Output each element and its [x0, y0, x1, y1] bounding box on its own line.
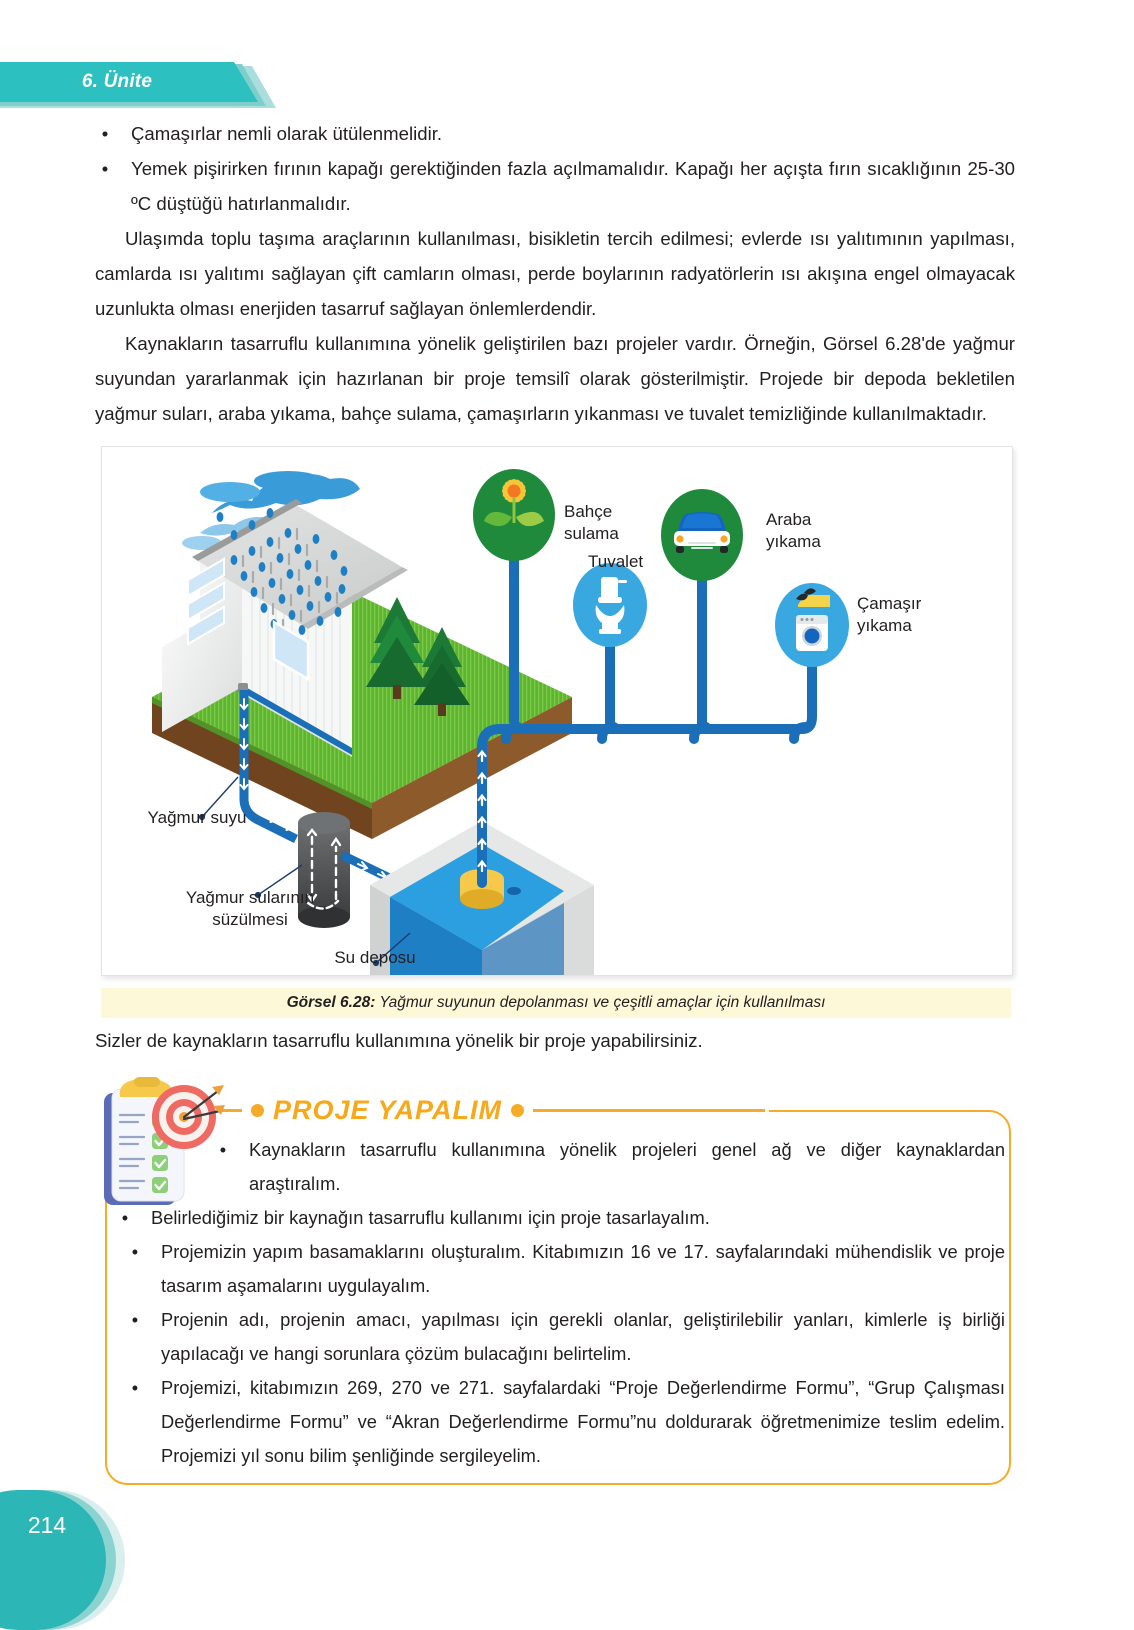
bullet-marker: •: [131, 1309, 139, 1330]
unit-label: 6. Ünite: [81, 71, 153, 92]
caption-body: Yağmur suyunun depolanması ve çeşitli amaçlar için kullanılması: [375, 994, 826, 1011]
figure-caption-bar: [101, 988, 1011, 1018]
figure-rainwater-diagram: [101, 446, 1013, 976]
project-item-1-text: Kaynakların tasarruflu kullanımına yönelik projeleri genel ağ ve diğer kaynaklardan araştıralım.: [249, 1139, 1005, 1194]
paragraph-1: Ulaşımda toplu taşıma araçlarının kullanılması, bisikletin tercih edilmesi; evlerde ısı yalıtımının yapılması, camlarda ısı yalıtımı sağlayan çift camların olması, perde boylarının radyatörlerin ısı akışına engel olmayacak uzunlukta olması enerjiden tasarruf sağlayan önlemlerdendir.: [95, 228, 1015, 319]
project-title: PROJE YAPALIM: [273, 1094, 503, 1125]
project-title-row: [216, 1088, 769, 1132]
after-caption-text: Sizler de kaynakların tasarruflu kullanımına yönelik bir proje yapabilirsiniz.: [95, 1030, 703, 1051]
main-text-column: [95, 116, 1015, 431]
page-number: 214: [27, 1512, 67, 1538]
bullet-item-1-text: Çamaşırlar nemli olarak ütülenmelidir.: [131, 123, 443, 144]
garden-icon: [473, 469, 555, 561]
project-item-3-text: Projemizin yapım basamaklarını oluşturalım. Kitabımızın 16 ve 17. sayfalarındaki mühendislik ve proje tasarım aşamalarını uygulayalım.: [161, 1241, 1005, 1296]
figure-label-filtration: Yağmur sularının süzülmesi: [185, 888, 315, 929]
figure-label-car: Araba yıkama: [766, 510, 821, 551]
project-item-1: [125, 1133, 1005, 1201]
bullet-marker: •: [131, 1241, 139, 1262]
figure-caption: [287, 994, 826, 1012]
paragraph-2: Kaynakların tasarruflu kullanımına yönelik geliştirilen bazı projeler vardır. Örneğin, Görsel 6.28'de yağmur suyundan yararlanmak için hazırlanan bir proje temsilî olarak gösterilmiştir. Projede bir depoda bekletilen yağmur suları, araba yıkama, bahçe sulama, çamaşırların yıkanması ve tuvalet temizliğinde kullanılmaktadır.: [95, 333, 1015, 424]
figure-label-toilet: Tuvalet: [588, 552, 644, 571]
car-wash-icon: [661, 489, 743, 581]
washing-machine-icon: [775, 583, 849, 667]
project-item-2-text: Belirlediğimiz bir kaynağın tasarruflu kullanımı için proje tasarlayalım.: [151, 1207, 710, 1228]
project-items-list: [121, 1133, 1005, 1473]
bullet-marker: •: [101, 123, 109, 144]
figure-label-garden: Bahçe sulama: [564, 502, 619, 543]
caption-label: Görsel 6.28:: [286, 994, 376, 1011]
bullet-marker: •: [101, 158, 109, 179]
dartboard-icon: [152, 1085, 225, 1149]
bullet-marker: •: [219, 1139, 227, 1160]
project-item-5-text: Projemizi, kitabımızın 269, 270 ve 271. sayfalardaki “Proje Değerlendirme Formu”, “Grup Çalışması Değerlendirme Formu” ve “Akran Değerlendirme Formu”nu doldurarak öğretmenimize teslim edelim. Projemizi yıl sonu bilim şenliğinde sergileyelim.: [161, 1377, 1005, 1466]
unit-header-tab: [0, 62, 276, 104]
clipboard-target-icon: [100, 1075, 228, 1210]
figure-label-tank: Su deposu: [334, 948, 416, 967]
bullet-item-1: [95, 116, 1015, 151]
bullet-marker: •: [131, 1377, 139, 1398]
page-number-badge: [0, 1490, 138, 1630]
project-item-3: [125, 1235, 1005, 1303]
project-item-2: [121, 1201, 1005, 1235]
project-title-rule-right: [533, 1109, 765, 1112]
project-item-4: [125, 1303, 1005, 1371]
project-title-dot-left: [251, 1104, 264, 1117]
project-item-5: [125, 1371, 1005, 1473]
bullet-item-2: [95, 151, 1015, 221]
figure-label-rainwater: Yağmur suyu: [147, 808, 247, 827]
project-title-dot-right: [511, 1104, 524, 1117]
figure-label-washer: Çamaşır yıkama: [857, 594, 922, 635]
bullet-item-2-text: Yemek pişirirken fırının kapağı gerektiğinden fazla açılmamalıdır. Kapağı her açışta fırın sıcaklığının 25-30 ºC düştüğü hatırlanmalıdır.: [131, 158, 1015, 214]
bullet-marker: •: [121, 1207, 129, 1228]
project-item-4-text: Projenin adı, projenin amacı, yapılması için gerekli olanlar, geliştirilebilir yanları, kimlerle iş birliği yapılacağı ve hangi sorunlara çözüm bulacağını belirtelim.: [161, 1309, 1005, 1364]
toilet-icon: [573, 563, 647, 647]
